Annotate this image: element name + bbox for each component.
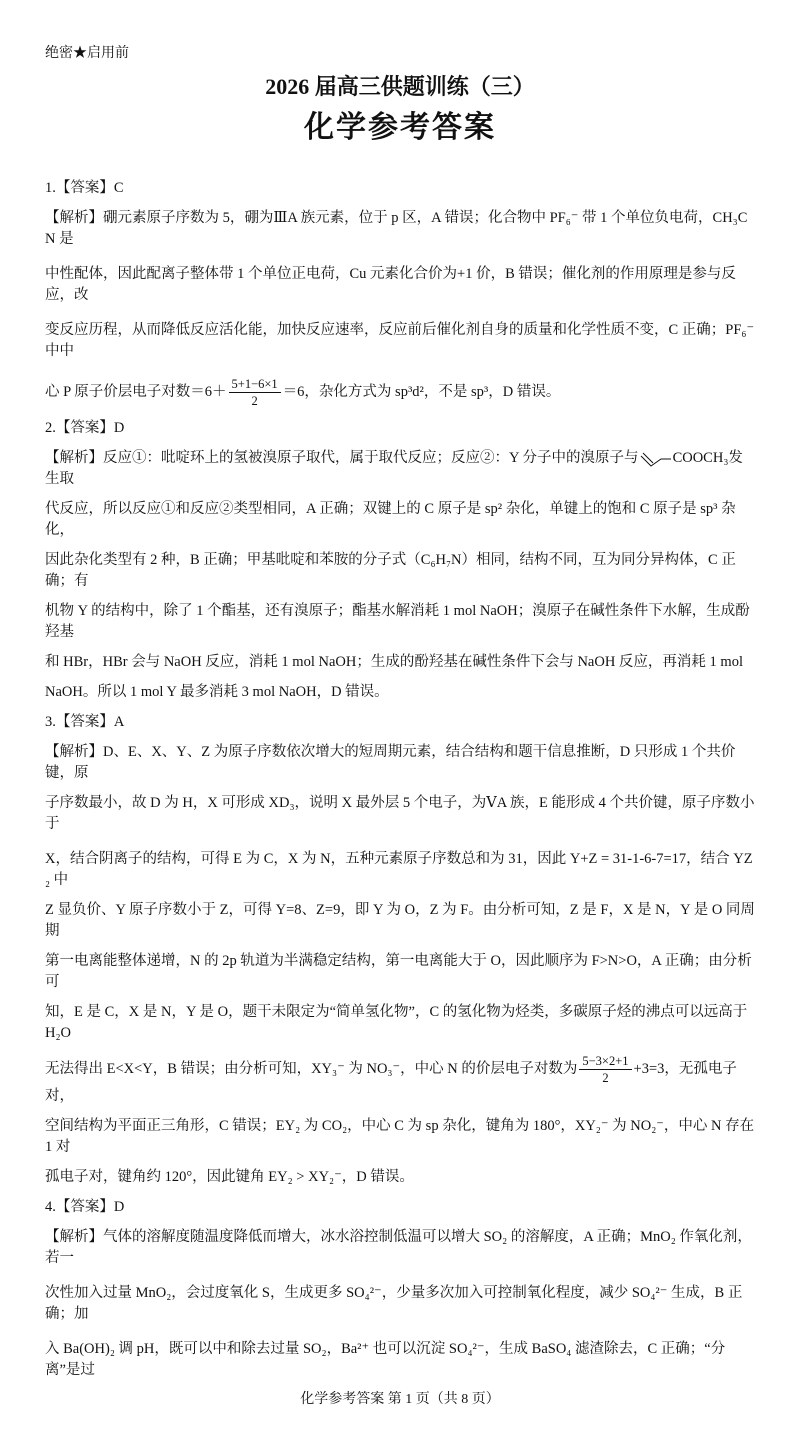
text: 心 P 原子价层电子对数＝6＋ <box>45 383 227 400</box>
q2-answer: 2.【答案】D <box>45 420 125 436</box>
q3-line: X，结合阴离子的结构，可得 E 为 C，X 为 N，五种元素原子序数总和为 31，因此 Y+Z = 31-1-6-7=17，结合 YZ₂ 中 <box>45 851 753 888</box>
q3-line: 空间结构为平面正三角形，C 错误；EY₂ 为 CO₂，中心 C 为 sp 杂化，键角为 180°，XY₂⁻ 为 NO₂⁻，中心 N 存在 1 对 <box>45 1118 755 1155</box>
text: ＝6，杂化方式为 sp³d²，不是 sp³，D 错误。 <box>282 383 561 400</box>
q4-line: 次性加入过量 MnO₂，会过度氧化 S，生成更多 SO₄²⁻，少量多次加入可控制氧化程度，减少 SO₄²⁻ 生成，B 正确；加 <box>45 1285 743 1322</box>
numerator: 5−3×2+1 <box>579 1053 631 1070</box>
q1-line-fraction <box>45 376 755 409</box>
q1-line: 【解析】硼元素原子序数为 5，硼为ⅢA 族元素，位于 p 区，A 错误；化合物中 PF₆⁻ 带 1 个单位负电荷，CH₃CN 是 <box>45 210 748 247</box>
q2-line: 因此杂化类型有 2 种，B 正确；甲基吡啶和苯胺的分子式（C₆H₇N）相同，结构不同，互为同分异构体，C 正确；有 <box>45 552 736 589</box>
document-title: 2026 届高三供题训练（三） <box>265 74 535 99</box>
text: 发生取 <box>45 450 743 487</box>
chem-group: COOCH₃ <box>672 450 729 466</box>
denominator: 2 <box>251 394 258 408</box>
q4-line: 入 Ba(OH)₂ 调 pH，既可以中和除去过量 SO₂，Ba²⁺ 也可以沉淀 SO₄²⁻，生成 BaSO₄ 滤渣除去，C 正确；“分离”是过 <box>45 1341 726 1378</box>
q3-line: 第一电离能整体递增，N 的 2p 轨道为半满稳定结构，第一电离能大于 O，因此顺序为 F>N>O，A 正确；由分析可 <box>45 953 752 990</box>
fraction <box>579 1053 631 1086</box>
fraction <box>229 376 281 409</box>
confidential-label: 绝密★启用前 <box>45 46 129 61</box>
numerator: 5+1−6×1 <box>229 376 281 393</box>
q3-line: 子序数最小，故 D 为 H，X 可形成 XD₃，说明 X 最外层 5 个电子，为ⅤA 族，E 能形成 4 个共价键，原子序数小于 <box>45 795 755 832</box>
acrylate-structure-icon <box>639 450 673 468</box>
text: 【解析】反应①：吡啶环上的氢被溴原子取代，属于取代反应；反应②：Y 分子中的溴原子与 <box>45 450 639 466</box>
q2-line: 和 HBr，HBr 会与 NaOH 反应，消耗 1 mol NaOH；生成的酚羟基在碱性条件下会与 NaOH 反应，再消耗 1 mol <box>45 654 743 670</box>
q1-line: 变反应历程，从而降低反应活化能，加快反应速率，反应前后催化剂自身的质量和化学性质不变，C 正确；PF₆⁻ 中中 <box>45 322 755 359</box>
q2-line: 代反应，所以反应①和反应②类型相同，A 正确；双键上的 C 原子是 sp² 杂化，单键上的饱和 C 原子是 sp³ 杂化， <box>45 501 736 538</box>
text: 无法得出 E<X<Y，B 错误；由分析可知，XY₃⁻ 为 NO₃⁻，中心 N 的价层电子对数为 <box>45 1060 578 1077</box>
denominator: 2 <box>602 1071 609 1085</box>
q2-line: NaOH。所以 1 mol Y 最多消耗 3 mol NaOH，D 错误。 <box>45 684 389 700</box>
q2-line-structure <box>45 448 755 490</box>
text: +3=3，无孤电子对， <box>45 1060 737 1104</box>
q4-line: 【解析】气体的溶解度随温度降低而增大，冰水浴控制低温可以增大 SO₂ 的溶解度，A 正确；MnO₂ 作氧化剂，若一 <box>45 1229 752 1266</box>
q3-line: Z 显负价、Y 原子序数小于 Z，可得 Y=8、Z=9，即 Y 为 O，Z 为 F。由分析可知，Z 是 F，X 是 N，Y 是 O 同周期 <box>45 902 755 939</box>
q3-line: 【解析】D、E、X、Y、Z 为原子序数依次增大的短周期元素，结合结构和题干信息推断，D 只形成 1 个共价键，原 <box>45 744 736 781</box>
q4-answer: 4.【答案】D <box>45 1199 125 1215</box>
q3-line: 孤电子对，键角约 120°，因此键角 EY₂ > XY₂⁻，D 错误。 <box>45 1169 414 1185</box>
q3-answer: 3.【答案】A <box>45 714 125 730</box>
q3-line: 知，E 是 C，X 是 N，Y 是 O，题干未限定为“简单氢化物”，C 的氢化物为烃类，多碳原子烃的沸点可以远高于 H₂O <box>45 1004 748 1041</box>
document-subtitle: 化学参考答案 <box>304 111 496 144</box>
q1-line: 中性配体，因此配离子整体带 1 个单位正电荷，Cu 元素化合价为+1 价，B 错误；催化剂的作用原理是参与反应，改 <box>45 266 736 303</box>
page-footer: 化学参考答案 第 1 页（共 8 页） <box>300 1392 500 1407</box>
q1-answer: 1.【答案】C <box>45 180 124 196</box>
q2-line: 机物 Y 的结构中，除了 1 个酯基，还有溴原子；酯基水解消耗 1 mol NaOH；溴原子在碱性条件下水解，生成酚羟基 <box>45 603 750 640</box>
q3-line-fraction <box>45 1053 755 1107</box>
